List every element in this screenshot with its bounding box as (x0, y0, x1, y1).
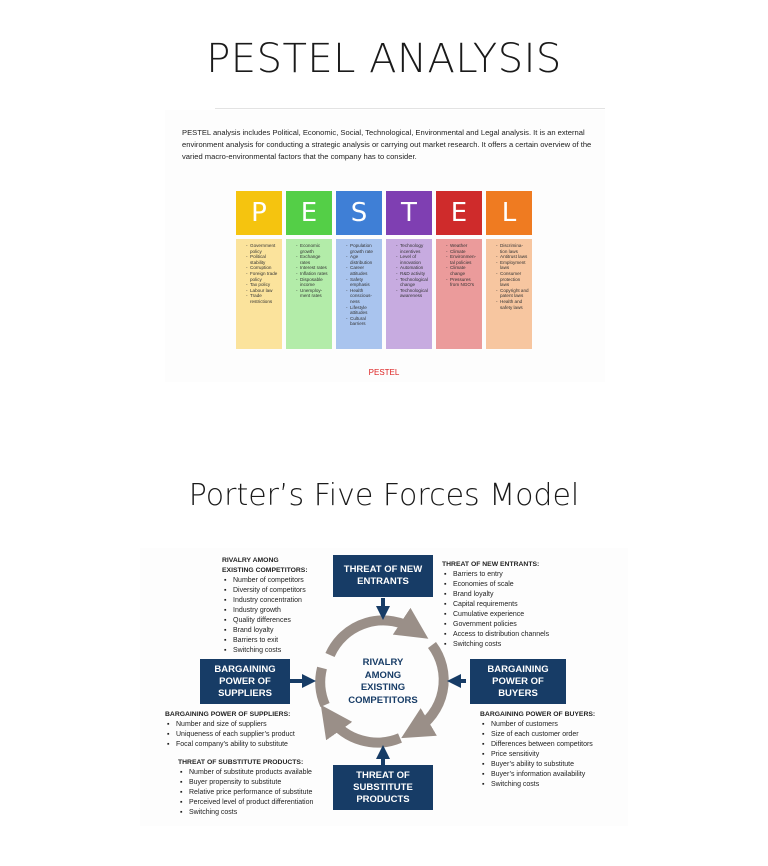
pestel-letter: E (286, 191, 332, 235)
pestel-factor: - Interest rates (296, 265, 329, 271)
pestel-factor: - Political stability (246, 254, 279, 265)
substitute-factors (178, 758, 313, 818)
factor-heading: BARGAINING POWER OF SUPPLIERS: (165, 711, 291, 718)
factor-item: ▪ Buyer propensity to substitute (178, 778, 313, 788)
new-entrants-factors (442, 560, 549, 650)
factor-item: ▪ Industry growth (222, 606, 308, 616)
pestel-factor: - Population growth rate (346, 243, 379, 254)
factor-item: ▪ Government policies (442, 620, 549, 630)
pestel-factor: - Labour law (246, 288, 279, 294)
factor-item: ▪ Uniqueness of each supplier’s product (165, 730, 295, 740)
factor-item: ▪ Price sensitivity (480, 750, 595, 760)
factor-heading: RIVALRY AMONG (222, 557, 279, 564)
factor-item: ▪ Number and size of suppliers (165, 720, 295, 730)
factor-item: ▪ Brand loyalty (222, 626, 308, 636)
pestel-factor: - Disposable income (296, 277, 329, 288)
factor-heading: THREAT OF SUBSTITUTE PRODUCTS: (178, 759, 304, 766)
pestel-letter: T (386, 191, 432, 235)
factor-item: ▪ Number of substitute products available (178, 768, 313, 778)
pestel-caption: PESTEL (368, 368, 400, 377)
rivalry-factors (222, 556, 308, 656)
factor-item: ▪ Buyer’s ability to substitute (480, 760, 595, 770)
factor-item: ▪ Switching costs (222, 646, 308, 656)
pestel-factor: - Health conscious-ness (346, 288, 379, 305)
factor-item: ▪ Barriers to entry (442, 570, 549, 580)
cycle-arc-bottom (330, 718, 400, 743)
pestel-factor: - Foreign trade policy (246, 271, 279, 282)
pestel-factor: - Safety emphasis (346, 277, 379, 288)
threat-substitutes-box: THREAT OF SUBSTITUTE PRODUCTS (333, 765, 433, 810)
factor-item: ▪ Economies of scale (442, 580, 549, 590)
factor-heading: THREAT OF NEW ENTRANTS: (442, 561, 540, 568)
factor-item: ▪ Number of customers (480, 720, 595, 730)
cycle-arc-top (330, 620, 415, 655)
factor-item: ▪ Cumulative experience (442, 610, 549, 620)
cycle-arc-left (320, 668, 325, 705)
factor-item: ▪ Access to distribution channels (442, 630, 549, 640)
pestel-factor: - Corruption (246, 265, 279, 271)
supplier-power-box: BARGAINING POWER OF SUPPLIERS (200, 659, 290, 704)
pestel-factor: - Copyright and patent laws (496, 288, 529, 299)
pestel-factor: - Trade restrictions (246, 293, 279, 304)
porter-title: Porter’s Five Forces Model (188, 478, 580, 513)
factor-item: ▪ Relative price performance of substitute (178, 788, 313, 798)
pestel-factor: - Climate change (446, 265, 479, 276)
factor-item: ▪ Switching costs (480, 780, 595, 790)
factor-item: ▪ Number of competitors (222, 576, 308, 586)
pestel-factor: - Economic growth (296, 243, 329, 254)
pestel-factor: - Lifestyle attitudes (346, 305, 379, 316)
factor-item: ▪ Buyer’s information availability (480, 770, 595, 780)
pestel-factor: - Inflation rates (296, 271, 329, 277)
pestel-factor: - Government policy (246, 243, 279, 254)
factor-item: ▪ Industry concentration (222, 596, 308, 606)
pestel-factor: - Pressures from NGO's (446, 277, 479, 288)
pestel-factor: - Exchange rates (296, 254, 329, 265)
factor-item: ▪ Barriers to exit (222, 636, 308, 646)
pestel-factor: - Automation (396, 265, 429, 271)
pestel-factor: - Environmen-tal policies (446, 254, 479, 265)
pestel-factor: - Tax policy (246, 282, 279, 288)
factor-item: ▪ Switching costs (442, 640, 549, 650)
factor-item: ▪ Switching costs (178, 808, 313, 818)
pestel-letter: S (336, 191, 382, 235)
factor-item: ▪ Diversity of competitors (222, 586, 308, 596)
factor-item: ▪ Focal company’s ability to substitute (165, 740, 295, 750)
factor-heading: BARGAINING POWER OF BUYERS: (480, 711, 596, 718)
factor-item: ▪ Capital requirements (442, 600, 549, 610)
factor-item: ▪ Perceived level of product differentiation (178, 798, 313, 808)
pestel-factor: - Discrimina-tion laws (496, 243, 529, 254)
pestel-letter: E (436, 191, 482, 235)
pestel-factor: - Weather (446, 243, 479, 249)
pestel-factor: - Technology incentives (396, 243, 429, 254)
threat-new-entrants-box: THREAT OF NEW ENTRANTS (333, 555, 433, 597)
pestel-factor: - Unemploy-ment rates (296, 288, 329, 299)
pestel-letter: P (236, 191, 282, 235)
pestel-factor: - Level of innovation (396, 254, 429, 265)
pestel-factor: - Career attitudes (346, 265, 379, 276)
factor-item: ▪ Differences between competitors (480, 740, 595, 750)
pestel-factor: - Technological awareness (396, 288, 429, 299)
pestel-factor: - Consumer protection laws (496, 271, 529, 288)
pestel-factor: - Technological change (396, 277, 429, 288)
pestel-factor: - Health and safety laws (496, 299, 529, 310)
pestel-factor: - Employment laws (496, 260, 529, 271)
pestel-factor: - Climate (446, 249, 479, 255)
factor-item: ▪ Brand loyalty (442, 590, 549, 600)
factor-item: ▪ Quality differences (222, 616, 308, 626)
pestel-factor: - Antitrust laws (496, 254, 529, 260)
pestel-factor: - R&D activity (396, 271, 429, 277)
pestel-factor: - Cultural barriers (346, 316, 379, 327)
factor-item: ▪ Size of each customer order (480, 730, 595, 740)
pestel-intro: PESTEL analysis includes Political, Economic, Social, Technological, Environmental and Legal analysis. It is an external environment analysis for conducting a strategic analysis or carrying out market research. It offers a certain overview of the varied macro-environmental factors that the company has to consider. (182, 128, 592, 161)
pestel-letter: L (486, 191, 532, 235)
rivalry-center-label: RIVALRY AMONG EXISTING COMPETITORS (348, 657, 418, 706)
buyer-factors (480, 710, 595, 790)
factor-heading: EXISTING COMPETITORS: (222, 567, 308, 574)
pestel-title: PESTEL ANALYSIS (206, 36, 562, 82)
supplier-factors (165, 710, 295, 750)
buyer-power-box: BARGAINING POWER OF BUYERS (470, 659, 566, 704)
pestel-factor: - Age distribution (346, 254, 379, 265)
